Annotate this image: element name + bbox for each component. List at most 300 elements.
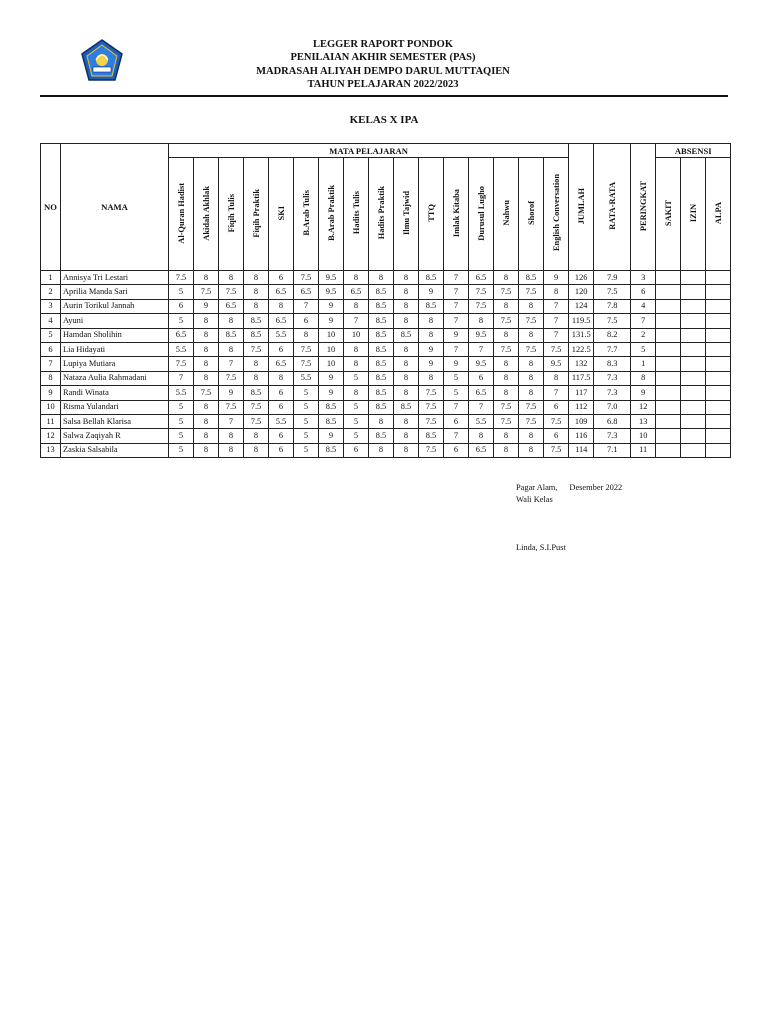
score-cell: 8 <box>494 299 519 313</box>
score-cell: 5 <box>294 400 319 414</box>
average-cell: 7.1 <box>594 443 631 457</box>
alpa-cell <box>706 371 731 385</box>
score-cell: 6 <box>294 314 319 328</box>
subject-header: Shorof <box>519 158 544 271</box>
score-cell: 8 <box>244 299 269 313</box>
score-cell: 6 <box>269 429 294 443</box>
score-cell: 8.5 <box>369 357 394 371</box>
total-cell: 131.5 <box>569 328 594 342</box>
score-cell: 5 <box>169 429 194 443</box>
table-row <box>41 299 731 313</box>
legger-table <box>40 143 731 458</box>
score-cell: 6 <box>444 443 469 457</box>
score-cell: 8 <box>394 285 419 299</box>
score-cell: 8.5 <box>369 371 394 385</box>
score-cell: 7.5 <box>294 357 319 371</box>
subject-header: Fiqih Praktik <box>244 158 269 271</box>
sakit-cell <box>656 371 681 385</box>
score-cell: 8 <box>194 414 219 428</box>
score-cell: 5 <box>169 400 194 414</box>
score-cell: 8.5 <box>244 314 269 328</box>
header-school-name: MADRASAH ALIYAH DEMPO DARUL MUTTAQIEN <box>256 65 510 77</box>
score-cell: 8 <box>244 371 269 385</box>
student-name: Aurin Torikul Jannah <box>61 299 169 313</box>
score-cell: 5.5 <box>169 386 194 400</box>
score-cell: 7.5 <box>519 400 544 414</box>
izin-cell <box>681 386 706 400</box>
total-cell: 120 <box>569 285 594 299</box>
score-cell: 8 <box>194 328 219 342</box>
sakit-cell <box>656 414 681 428</box>
score-cell: 8 <box>494 371 519 385</box>
score-cell: 7 <box>344 314 369 328</box>
absensi-header: ABSENSI <box>656 144 731 158</box>
score-cell: 5 <box>169 314 194 328</box>
rank-cell: 8 <box>631 371 656 385</box>
score-cell: 5.5 <box>169 342 194 356</box>
score-cell: 9 <box>319 429 344 443</box>
score-cell: 7.5 <box>219 285 244 299</box>
sakit-cell <box>656 443 681 457</box>
score-cell: 10 <box>344 328 369 342</box>
sakit-cell <box>656 429 681 443</box>
score-cell: 9 <box>219 386 244 400</box>
score-cell: 8 <box>519 371 544 385</box>
student-name: Ayuni <box>61 314 169 328</box>
subject-header: Ilmu Tajwid <box>394 158 419 271</box>
score-cell: 7.5 <box>419 443 444 457</box>
score-cell: 7.5 <box>494 414 519 428</box>
table-row <box>41 443 731 457</box>
score-cell: 7 <box>444 299 469 313</box>
score-cell: 8 <box>394 271 419 285</box>
score-cell: 5 <box>294 429 319 443</box>
score-cell: 8 <box>494 271 519 285</box>
sakit-cell <box>656 314 681 328</box>
score-cell: 9.5 <box>469 357 494 371</box>
score-cell: 7.5 <box>469 285 494 299</box>
student-name: Annisya Tri Lestari <box>61 271 169 285</box>
rank-cell: 9 <box>631 386 656 400</box>
score-cell: 9 <box>319 299 344 313</box>
sakit-cell <box>656 386 681 400</box>
alpa-cell <box>706 357 731 371</box>
subject-header: TTQ <box>419 158 444 271</box>
row-number: 12 <box>41 429 61 443</box>
signature-block <box>516 482 622 506</box>
score-cell: 7.5 <box>419 400 444 414</box>
subject-header: Hadits Tulis <box>344 158 369 271</box>
alpa-cell <box>706 386 731 400</box>
score-cell: 5.5 <box>269 414 294 428</box>
score-cell: 6.5 <box>269 357 294 371</box>
score-cell: 8 <box>494 386 519 400</box>
score-cell: 5 <box>444 386 469 400</box>
total-cell: 119.5 <box>569 314 594 328</box>
score-cell: 7.5 <box>219 371 244 385</box>
score-cell: 7 <box>544 386 569 400</box>
score-cell: 9 <box>419 357 444 371</box>
score-cell: 8 <box>219 314 244 328</box>
average-cell: 7.0 <box>594 400 631 414</box>
signature-role: Wali Kelas <box>516 495 553 504</box>
izin-cell <box>681 285 706 299</box>
score-cell: 9 <box>319 371 344 385</box>
score-cell: 8 <box>394 342 419 356</box>
total-cell: 112 <box>569 400 594 414</box>
izin-cell <box>681 299 706 313</box>
score-cell: 5 <box>344 371 369 385</box>
score-cell: 7.5 <box>294 342 319 356</box>
alpa-cell <box>706 342 731 356</box>
score-cell: 6.5 <box>469 443 494 457</box>
subject-header: English Conversation <box>544 158 569 271</box>
score-cell: 9.5 <box>469 328 494 342</box>
score-cell: 8 <box>244 357 269 371</box>
score-cell: 7 <box>444 285 469 299</box>
score-cell: 7 <box>444 400 469 414</box>
score-cell: 8.5 <box>419 271 444 285</box>
score-cell: 8 <box>494 443 519 457</box>
izin-cell <box>681 342 706 356</box>
score-cell: 9 <box>194 299 219 313</box>
izin-cell <box>681 414 706 428</box>
absensi-alpa-header: ALPA <box>706 158 731 271</box>
rank-cell: 7 <box>631 314 656 328</box>
row-number: 8 <box>41 371 61 385</box>
subject-header: Akidah Akhlak <box>194 158 219 271</box>
alpa-cell <box>706 271 731 285</box>
row-number: 3 <box>41 299 61 313</box>
score-cell: 8 <box>394 357 419 371</box>
absensi-sakit-header: SAKIT <box>656 158 681 271</box>
alpa-cell <box>706 443 731 457</box>
rank-cell: 3 <box>631 271 656 285</box>
score-cell: 6.5 <box>269 285 294 299</box>
total-cell: 122.5 <box>569 342 594 356</box>
average-cell: 7.5 <box>594 314 631 328</box>
score-cell: 8.5 <box>369 429 394 443</box>
sakit-cell <box>656 328 681 342</box>
table-row <box>41 371 731 385</box>
score-cell: 9 <box>444 357 469 371</box>
score-cell: 6 <box>269 443 294 457</box>
score-cell: 8 <box>394 429 419 443</box>
table-row <box>41 429 731 443</box>
average-cell: 8.2 <box>594 328 631 342</box>
score-cell: 8 <box>369 271 394 285</box>
score-cell: 8.5 <box>419 299 444 313</box>
score-cell: 8 <box>194 371 219 385</box>
alpa-cell <box>706 400 731 414</box>
score-cell: 6.5 <box>169 328 194 342</box>
school-emblem-icon <box>78 38 126 86</box>
score-cell: 10 <box>319 357 344 371</box>
header-academic-year: TAHUN PELAJARAN 2022/2023 <box>307 78 459 90</box>
score-cell: 7.5 <box>244 342 269 356</box>
score-cell: 7 <box>469 342 494 356</box>
mata-pelajaran-header: MATA PELAJARAN <box>169 144 569 158</box>
score-cell: 8 <box>519 299 544 313</box>
score-cell: 8 <box>244 443 269 457</box>
average-cell: 8.3 <box>594 357 631 371</box>
sakit-cell <box>656 299 681 313</box>
score-cell: 8 <box>394 414 419 428</box>
total-cell: 109 <box>569 414 594 428</box>
score-cell: 6 <box>544 400 569 414</box>
signature-name: Linda, S.I.Pust <box>516 543 566 552</box>
score-cell: 7 <box>469 400 494 414</box>
score-cell: 7 <box>444 429 469 443</box>
score-cell: 8 <box>219 271 244 285</box>
rank-cell: 1 <box>631 357 656 371</box>
student-name: Randi Winata <box>61 386 169 400</box>
row-number: 10 <box>41 400 61 414</box>
izin-cell <box>681 271 706 285</box>
header-title: LEGGER RAPORT PONDOK <box>312 39 454 50</box>
row-number: 13 <box>41 443 61 457</box>
izin-cell <box>681 400 706 414</box>
student-name: Salsa Bellah Klarisa <box>61 414 169 428</box>
score-cell: 7.5 <box>419 414 444 428</box>
score-cell: 7.5 <box>494 285 519 299</box>
row-number: 4 <box>41 314 61 328</box>
rata-rata-header: RATA-RATA <box>594 144 631 271</box>
score-cell: 8 <box>494 429 519 443</box>
score-cell: 7.5 <box>494 400 519 414</box>
alpa-cell <box>706 314 731 328</box>
student-name: Salwa Zaqiyah R <box>61 429 169 443</box>
score-cell: 8 <box>519 328 544 342</box>
subject-header: Al-Quran Hadist <box>169 158 194 271</box>
nama-header: NAMA <box>61 144 169 271</box>
score-cell: 8 <box>419 328 444 342</box>
subject-header: B.Arab Tulis <box>294 158 319 271</box>
subject-header: Durusul Lugho <box>469 158 494 271</box>
score-cell: 8.5 <box>319 443 344 457</box>
score-cell: 7.5 <box>519 414 544 428</box>
total-cell: 114 <box>569 443 594 457</box>
score-cell: 8 <box>194 429 219 443</box>
score-cell: 8 <box>194 314 219 328</box>
row-number: 6 <box>41 342 61 356</box>
jumlah-header: JUMLAH <box>569 144 594 271</box>
score-cell: 6 <box>269 400 294 414</box>
alpa-cell <box>706 414 731 428</box>
row-number: 2 <box>41 285 61 299</box>
rank-cell: 5 <box>631 342 656 356</box>
table-row <box>41 328 731 342</box>
score-cell: 8 <box>394 443 419 457</box>
score-cell: 8 <box>269 299 294 313</box>
table-row <box>41 386 731 400</box>
score-cell: 8 <box>469 429 494 443</box>
score-cell: 8 <box>194 271 219 285</box>
score-cell: 7.5 <box>519 342 544 356</box>
score-cell: 8 <box>344 342 369 356</box>
total-cell: 126 <box>569 271 594 285</box>
score-cell: 9 <box>319 314 344 328</box>
izin-cell <box>681 429 706 443</box>
score-cell: 8 <box>219 443 244 457</box>
score-cell: 8 <box>544 285 569 299</box>
row-number: 7 <box>41 357 61 371</box>
score-cell: 5 <box>294 386 319 400</box>
score-cell: 8 <box>269 371 294 385</box>
average-cell: 7.8 <box>594 299 631 313</box>
rank-cell: 12 <box>631 400 656 414</box>
rank-cell: 6 <box>631 285 656 299</box>
student-name: Risma Yulandari <box>61 400 169 414</box>
row-number: 1 <box>41 271 61 285</box>
score-cell: 8 <box>419 314 444 328</box>
score-cell: 8 <box>244 271 269 285</box>
score-cell: 8.5 <box>369 328 394 342</box>
score-cell: 5 <box>169 414 194 428</box>
subject-header: Imlak Kitaba <box>444 158 469 271</box>
score-cell: 6 <box>269 342 294 356</box>
total-cell: 132 <box>569 357 594 371</box>
score-cell: 7 <box>544 328 569 342</box>
sakit-cell <box>656 357 681 371</box>
alpa-cell <box>706 299 731 313</box>
average-cell: 7.3 <box>594 371 631 385</box>
score-cell: 5 <box>169 443 194 457</box>
score-cell: 8 <box>294 328 319 342</box>
student-name: Hamdan Sholihin <box>61 328 169 342</box>
score-cell: 8 <box>519 429 544 443</box>
score-cell: 8 <box>469 314 494 328</box>
student-name: Lia Hidayati <box>61 342 169 356</box>
score-cell: 7.5 <box>519 314 544 328</box>
score-cell: 7.5 <box>219 400 244 414</box>
score-cell: 8 <box>194 400 219 414</box>
subject-header: Hadits Praktik <box>369 158 394 271</box>
score-cell: 8.5 <box>244 328 269 342</box>
score-cell: 8.5 <box>369 400 394 414</box>
izin-cell <box>681 371 706 385</box>
score-cell: 8 <box>219 342 244 356</box>
subject-header: Nahwu <box>494 158 519 271</box>
table-row <box>41 285 731 299</box>
score-cell: 6.5 <box>469 386 494 400</box>
score-cell: 7.5 <box>244 414 269 428</box>
score-cell: 5 <box>169 285 194 299</box>
rank-cell: 11 <box>631 443 656 457</box>
score-cell: 7 <box>544 314 569 328</box>
sakit-cell <box>656 271 681 285</box>
score-cell: 5 <box>444 371 469 385</box>
student-name: Zaskia Salsabila <box>61 443 169 457</box>
score-cell: 7.5 <box>169 271 194 285</box>
average-cell: 7.3 <box>594 429 631 443</box>
score-cell: 5.5 <box>269 328 294 342</box>
average-cell: 7.9 <box>594 271 631 285</box>
signature-date: Desember 2022 <box>569 483 623 492</box>
score-cell: 5 <box>294 443 319 457</box>
score-cell: 9 <box>419 285 444 299</box>
score-cell: 9 <box>444 328 469 342</box>
score-cell: 6.5 <box>344 285 369 299</box>
subject-header: B.Arab Praktik <box>319 158 344 271</box>
score-cell: 8 <box>544 371 569 385</box>
score-cell: 7.5 <box>194 386 219 400</box>
score-cell: 6 <box>544 429 569 443</box>
score-cell: 7 <box>544 299 569 313</box>
score-cell: 7.5 <box>194 285 219 299</box>
subject-header: Fiqih Tulis <box>219 158 244 271</box>
student-name: Lupiya Mutiara <box>61 357 169 371</box>
average-cell: 7.5 <box>594 285 631 299</box>
total-cell: 116 <box>569 429 594 443</box>
score-cell: 7 <box>219 357 244 371</box>
score-cell: 6 <box>444 414 469 428</box>
score-cell: 7.5 <box>469 299 494 313</box>
score-cell: 8 <box>344 357 369 371</box>
score-cell: 6 <box>169 299 194 313</box>
total-cell: 117 <box>569 386 594 400</box>
score-cell: 8 <box>519 386 544 400</box>
score-cell: 7.5 <box>244 400 269 414</box>
sakit-cell <box>656 342 681 356</box>
score-cell: 7.5 <box>544 443 569 457</box>
score-cell: 8 <box>344 271 369 285</box>
score-cell: 5 <box>344 400 369 414</box>
score-cell: 7 <box>444 342 469 356</box>
absensi-izin-header: IZIN <box>681 158 706 271</box>
score-cell: 6.5 <box>294 285 319 299</box>
score-cell: 8 <box>244 429 269 443</box>
sakit-cell <box>656 400 681 414</box>
score-cell: 8 <box>494 357 519 371</box>
score-cell: 8.5 <box>394 328 419 342</box>
score-cell: 9 <box>319 386 344 400</box>
score-cell: 7.5 <box>544 342 569 356</box>
score-cell: 9 <box>419 342 444 356</box>
score-cell: 7.5 <box>294 271 319 285</box>
score-cell: 8 <box>344 299 369 313</box>
score-cell: 6 <box>269 271 294 285</box>
table-row <box>41 400 731 414</box>
score-cell: 9.5 <box>319 271 344 285</box>
score-cell: 8 <box>369 443 394 457</box>
score-cell: 5 <box>344 414 369 428</box>
score-cell: 8.5 <box>319 414 344 428</box>
score-cell: 5.5 <box>294 371 319 385</box>
score-cell: 7.5 <box>419 386 444 400</box>
table-row <box>41 314 731 328</box>
score-cell: 8.5 <box>369 285 394 299</box>
izin-cell <box>681 314 706 328</box>
signature-place: Pagar Alam, <box>516 483 558 492</box>
student-name: Nataza Aulia Rahmadani <box>61 371 169 385</box>
score-cell: 8.5 <box>369 299 394 313</box>
subject-header: SKI <box>269 158 294 271</box>
score-cell: 8 <box>519 357 544 371</box>
document-header <box>150 38 616 91</box>
score-cell: 7.5 <box>494 314 519 328</box>
score-cell: 9.5 <box>544 357 569 371</box>
score-cell: 7.5 <box>494 342 519 356</box>
score-cell: 6 <box>469 371 494 385</box>
score-cell: 8 <box>369 414 394 428</box>
izin-cell <box>681 328 706 342</box>
score-cell: 5 <box>344 429 369 443</box>
score-cell: 8 <box>519 443 544 457</box>
score-cell: 7.5 <box>544 414 569 428</box>
alpa-cell <box>706 429 731 443</box>
score-cell: 8 <box>194 357 219 371</box>
